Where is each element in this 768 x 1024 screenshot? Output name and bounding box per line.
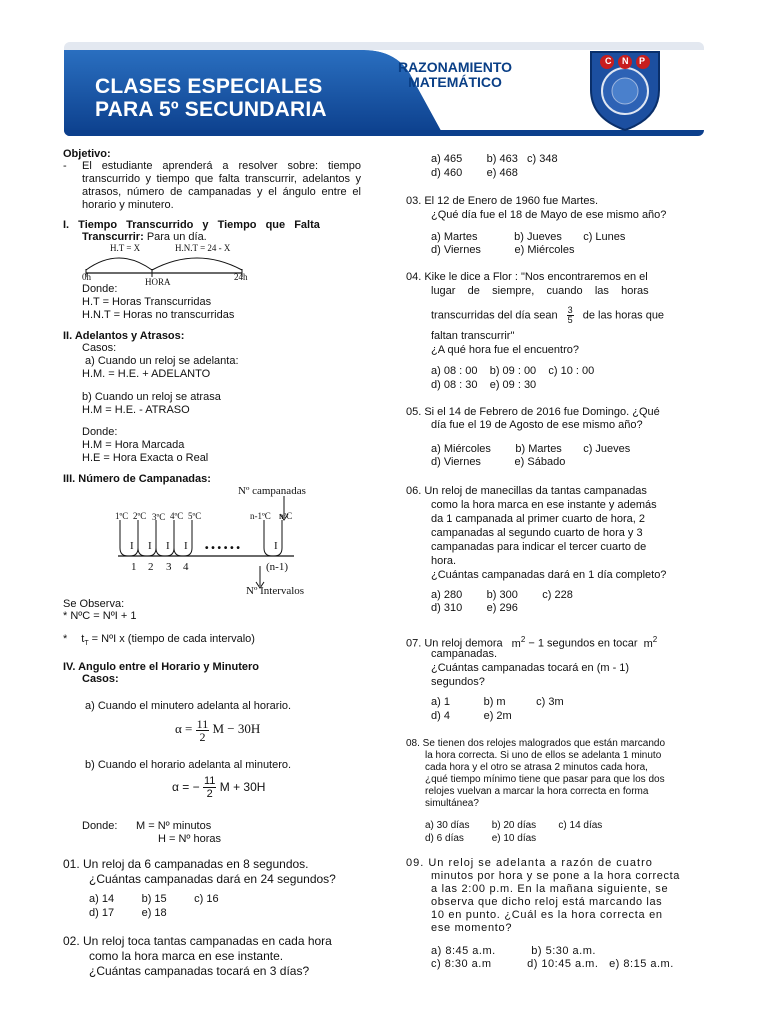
bullet-dash: - xyxy=(63,160,67,172)
question-08-line6: simultánea? xyxy=(425,798,479,809)
obs2-t: t xyxy=(81,633,85,645)
section-1-title-text: I. Tiempo Transcurrido y Tiempo que Falta xyxy=(63,219,320,231)
bell-4: 4ºC xyxy=(170,511,184,521)
observation-2 xyxy=(63,633,255,650)
ht-definition: H.T = Horas Transcurridas xyxy=(82,296,212,308)
objetivo-label: Objetivo: xyxy=(63,148,111,160)
interval-i-1: I xyxy=(130,540,134,552)
subject-line-2: MATEMÁTICO xyxy=(408,74,502,90)
question-08-line3: cada hora y el otro se atrasa 2 minutos cada hora, xyxy=(425,762,648,773)
interval-cups xyxy=(120,520,282,556)
question-05-options-2: d) Viernes e) Sábado xyxy=(431,456,566,468)
formula-atraso: H.M = H.E. - ATRASO xyxy=(82,404,190,416)
donde-label-1: Donde: xyxy=(82,283,118,295)
formula-4a-num: 11 xyxy=(196,716,209,731)
objetivo-text: El estudiante aprenderá a resolver sobre: tiempo transcurrido y tiempo que falta transcurrir, adelantos y atrasos, número de campanadas y el ángulo entre el horario y minutero. xyxy=(82,160,361,211)
question-07-options-1: a) 1 b) m c) 3m xyxy=(431,696,564,708)
hnt-definition: H.N.T = Horas no transcurridas xyxy=(82,309,235,321)
fraction-denominator: 5 xyxy=(567,315,573,325)
question-04-line2: lugar de siempre, cuando las horas xyxy=(431,285,649,297)
question-04-line4: faltan transcurrir" xyxy=(431,330,515,342)
formula-4b-den: 2 xyxy=(206,788,213,801)
hnt-label: H.N.T = 24 - X xyxy=(175,243,231,253)
bell-3: 3ºC xyxy=(152,512,166,522)
section-4-title: IV. Angulo entre el Horario y Minutero xyxy=(63,661,259,673)
h-definition: H = Nº horas xyxy=(158,833,222,845)
question-06-line3: da 1 campanada al primer cuarto de hora, 2 xyxy=(431,513,646,525)
question-01-options-1: a) 14 b) 15 c) 16 xyxy=(89,893,219,905)
question-04-options-1: a) 08 : 00 b) 09 : 00 c) 10 : 00 xyxy=(431,365,595,377)
question-01: 01. Un reloj da 6 campanadas en 8 segundos. xyxy=(63,857,309,871)
question-09-line3: a las 2:00 p.m. En la mañana siguiente, se xyxy=(431,883,669,895)
question-03: 03. El 12 de Enero de 1960 fue Martes. xyxy=(406,195,599,207)
arc-hnt xyxy=(152,258,242,270)
formula-adelanto: H.M. = H.E. + ADELANTO xyxy=(82,368,211,380)
question-06-line7: ¿Cuántas campanadas dará en 1 día completo? xyxy=(431,569,667,581)
question-07-m2: m xyxy=(643,637,653,650)
title-line-2: PARA 5º SECUNDARIA xyxy=(95,98,327,121)
bell-n-minus-1: n-1ºC xyxy=(250,511,271,521)
case-b: b) Cuando un reloj se atrasa xyxy=(82,391,221,403)
subject-line-1: RAZONAMIENTO xyxy=(397,59,513,75)
question-07-options-2: d) 4 e) 2m xyxy=(431,710,512,722)
he-definition: H.E = Hora Exacta o Real xyxy=(82,452,209,464)
24-hour-label: 24h xyxy=(234,272,248,282)
question-04-fraction xyxy=(567,306,574,325)
bell-1: 1ºC xyxy=(115,511,129,521)
obs2-sub: T xyxy=(84,640,89,648)
arc-ht xyxy=(86,258,152,270)
obs2-bullet: * xyxy=(63,633,68,645)
question-02: 02. Un reloj toca tantas campanadas en cada hora xyxy=(63,934,332,948)
interval-num-1: 1 xyxy=(131,561,137,573)
formula-4a-fraction xyxy=(196,718,210,743)
question-07-line4: segundos? xyxy=(431,676,485,688)
case-a: a) Cuando un reloj se adelanta: xyxy=(85,355,239,367)
question-08-options-1: a) 30 días b) 20 días c) 14 días xyxy=(425,820,603,831)
question-03-line2: ¿Qué día fue el 18 de Mayo de ese mismo año? xyxy=(431,209,667,221)
intervalos-label: Nº Intervalos xyxy=(246,585,305,597)
observation-1: * NºC = NºI + 1 xyxy=(63,610,137,622)
question-06-line4: campanadas al segundo cuarto de hora y 3 xyxy=(431,527,643,539)
question-07-text-b: segundos en tocar xyxy=(543,637,638,650)
question-05: 05. Si el 14 de Febrero de 2016 fue Domingo. ¿Qué xyxy=(406,406,660,418)
hora-label: HORA xyxy=(145,277,171,287)
question-05-line2: día fue el 19 de Agosto de ese mismo año? xyxy=(431,419,643,431)
question-04-text-b: de las horas que xyxy=(582,309,665,322)
interval-num-3: 3 xyxy=(166,561,172,573)
question-08-line2: la hora correcta. Si uno de ellos se adelanta 1 minuto xyxy=(425,750,662,761)
question-09-line4: observa que dicho reloj está marcando las xyxy=(431,896,663,908)
observa-label: Se Observa: xyxy=(63,598,125,610)
question-07-line2: campanadas. xyxy=(431,648,498,660)
fraction-numerator: 3 xyxy=(567,305,573,315)
question-04: 04. Kike le dice a Flor : "Nos encontraremos en el xyxy=(406,271,648,283)
question-06-options-1: a) 280 b) 300 c) 228 xyxy=(431,589,573,601)
question-06-line6: hora. xyxy=(431,555,457,567)
question-04-options-2: d) 08 : 30 e) 09 : 30 xyxy=(431,379,537,391)
question-08: 08. Se tienen dos relojes malogrados que están marcando xyxy=(406,738,666,749)
ht-label: H.T = X xyxy=(110,243,141,253)
donde-label-3: Donde: xyxy=(82,820,118,832)
casos-label-2: Casos: xyxy=(82,673,119,685)
question-04-text-a: transcurridas del día sean xyxy=(431,309,558,322)
section-1-tail: Para un día. xyxy=(146,231,207,243)
question-07-line3: ¿Cuántas campanadas tocará en (m - 1) xyxy=(431,662,630,674)
question-01-line2: ¿Cuántas campanadas dará en 24 segundos? xyxy=(89,872,336,886)
formula-4b xyxy=(172,773,265,801)
obs2-text: = NºI x (tiempo de cada intervalo) xyxy=(88,633,255,645)
question-09-line2: minutos por hora y se pone a la hora correcta xyxy=(431,870,680,882)
interval-num-2: 2 xyxy=(148,561,154,573)
question-07-exp: 2 xyxy=(520,635,526,644)
formula-4a-den: 2 xyxy=(199,729,206,744)
section-1-title-line2: Transcurrir: xyxy=(82,231,144,243)
ellipsis-dots: • • • • • • xyxy=(205,543,240,554)
bell-n: nºC xyxy=(279,511,293,521)
question-09: 09. Un reloj se adelanta a razón de cuatro xyxy=(406,857,653,869)
question-06-options-2: d) 310 e) 296 xyxy=(431,602,518,614)
page-title xyxy=(95,75,327,121)
question-04-line5: ¿A qué hora fue el encuentro? xyxy=(431,344,579,356)
question-08-line5: relojes vuelvan a marcar la hora correcta en forma xyxy=(425,786,649,797)
case-4b: b) Cuando el horario adelanta al minutero. xyxy=(85,759,292,771)
formula-4a xyxy=(175,715,260,743)
question-06-line2: como la hora marca en ese instante y además xyxy=(431,499,657,511)
question-02-line3: ¿Cuántas campanadas tocará en 3 días? xyxy=(89,964,310,978)
question-04-line3 xyxy=(431,306,664,325)
formula-4b-fraction xyxy=(203,775,216,800)
question-03-options-1: a) Martes b) Jueves c) Lunes xyxy=(431,231,626,243)
formula-4b-lhs: α = − xyxy=(172,780,200,794)
hm-definition: H.M = Hora Marcada xyxy=(82,439,185,451)
formula-4b-rhs: M + 30H xyxy=(219,780,266,794)
question-02-line2: como la hora marca en ese instante. xyxy=(89,949,284,963)
question-07-minus-one: − 1 xyxy=(525,637,544,650)
m-definition: M = Nº minutos xyxy=(136,820,212,832)
interval-i-4: I xyxy=(184,540,188,552)
formula-4a-lhs: α = xyxy=(175,721,193,736)
question-07-exp2: 2 xyxy=(652,635,658,644)
subject-title xyxy=(395,60,515,90)
title-line-1: CLASES ESPECIALES xyxy=(95,75,323,98)
question-09-options-2: c) 8:30 a.m d) 10:45 a.m. e) 8:15 a.m. xyxy=(431,958,674,970)
interval-i-3: I xyxy=(166,540,170,552)
question-03-options-2: d) Viernes e) Miércoles xyxy=(431,244,575,256)
section-3-title: III. Número de Campanadas: xyxy=(63,473,211,485)
case-4a: a) Cuando el minutero adelanta al horario. xyxy=(85,700,292,712)
formula-4a-rhs: M − 30H xyxy=(212,721,261,736)
question-02-options-2: d) 460 e) 468 xyxy=(431,167,518,179)
zero-hour-label: 0h xyxy=(82,272,91,282)
question-02-options-1: a) 465 b) 463 c) 348 xyxy=(431,153,558,165)
question-01-options-2: d) 17 e) 18 xyxy=(89,907,167,919)
interval-num-n-minus-1: (n-1) xyxy=(266,561,288,573)
section-2-title: II. Adelantos y Atrasos: xyxy=(63,330,185,342)
logo-letters: C N P xyxy=(604,56,645,66)
question-06-line5: campanadas para indicar el tercer cuarto de xyxy=(431,541,647,553)
bell-5: 5ºC xyxy=(188,511,202,521)
question-07-m: m xyxy=(511,637,521,650)
school-logo xyxy=(585,46,665,132)
campanadas-label: Nº campanadas xyxy=(238,485,306,497)
question-09-line6: ese momento? xyxy=(431,922,513,934)
question-08-line4: ¿qué tiempo mínimo tiene que pasar para que los dos xyxy=(425,774,665,785)
question-06: 06. Un reloj de manecillas da tantas campanadas xyxy=(406,485,647,497)
casos-label: Casos: xyxy=(82,342,117,354)
question-08-options-2: d) 6 días e) 10 días xyxy=(425,833,537,844)
question-09-line5: 10 en punto. ¿Cuál es la hora correcta en xyxy=(431,909,663,921)
interval-i-n: I xyxy=(274,540,278,552)
interval-i-2: I xyxy=(148,540,152,552)
formula-4b-num: 11 xyxy=(203,775,216,788)
bell-2: 2ºC xyxy=(133,511,147,521)
question-05-options-1: a) Miércoles b) Martes c) Jueves xyxy=(431,443,631,455)
interval-num-4: 4 xyxy=(183,561,189,573)
question-09-options-1: a) 8:45 a.m. b) 5:30 a.m. xyxy=(431,945,596,957)
question-07-text-a: 07. Un reloj demora xyxy=(406,637,503,650)
donde-label-2: Donde: xyxy=(82,426,118,438)
